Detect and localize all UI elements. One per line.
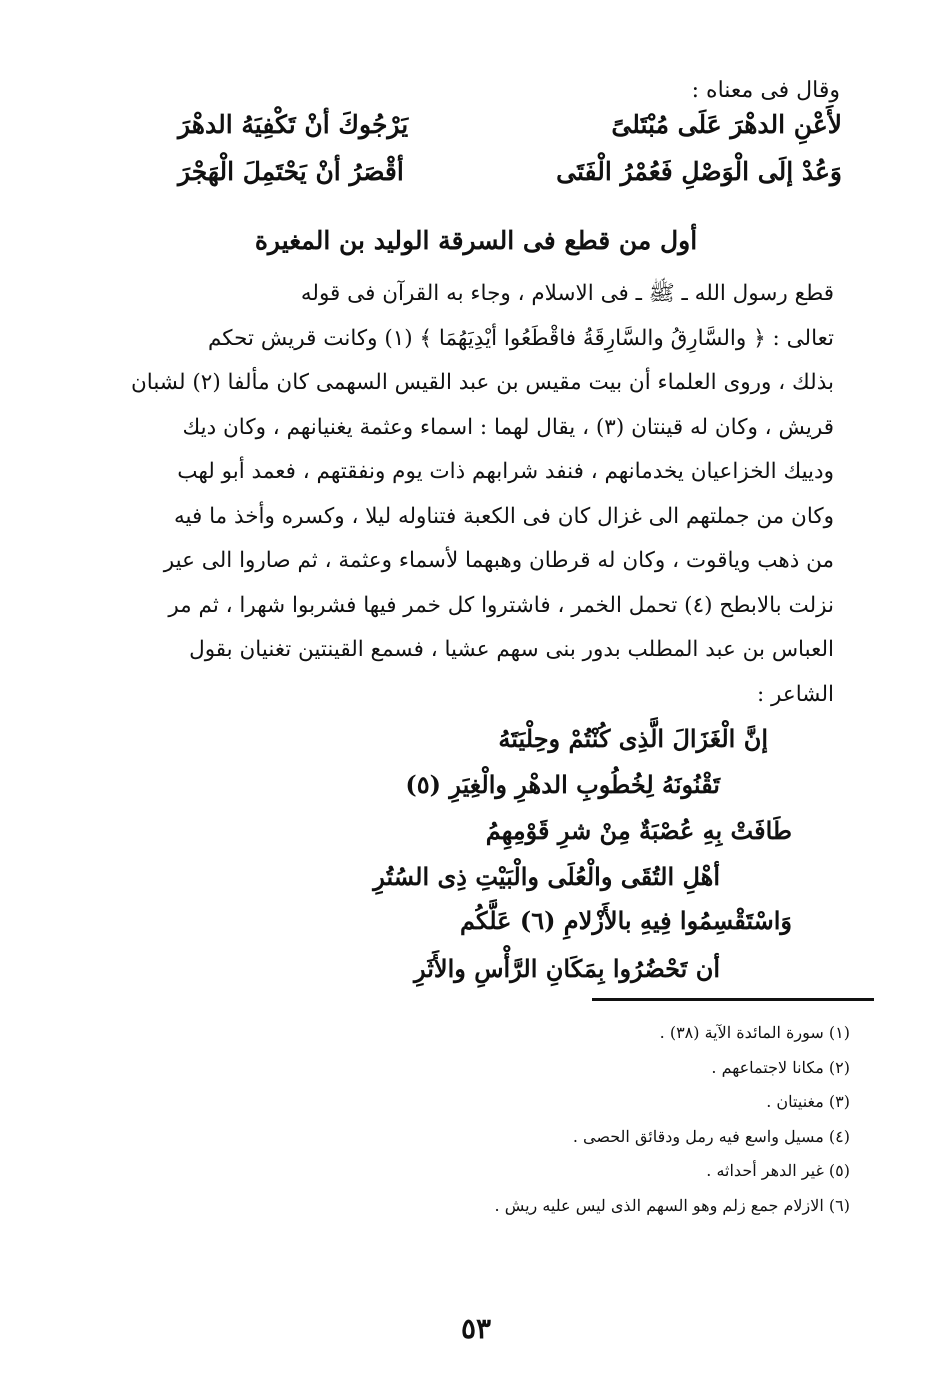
verse-hemistich: يَرْجُوكَ أنْ تَكْفِيَهُ الدهْرَ	[178, 110, 409, 139]
section-heading: أول من قطع فى السرقة الوليد بن المغيرة	[254, 226, 698, 255]
footnote: (٤) مسيل واسع فيه رمل ودقائق الحصى .	[572, 1126, 850, 1146]
poem-line: أهْلِ التُقَى والْعُلَى والْبَيْتِ ذِى السُتُرِ	[373, 862, 720, 891]
poem-line: طَافَتْ بِهِ عُصْبَةٌ مِنْ شرِ قَوْمِهِمُ	[485, 816, 792, 845]
poem-line: إنَّ الْغَزَالَ الَّذِى كُنْتُمْ وحِلْيَتَهُ	[498, 724, 768, 753]
body-text	[114, 272, 834, 717]
prose-line: من ذهب وياقوت ، وكان له قرطان وهبهما لأسماء وعثمة ، ثم صاروا الى عير	[163, 548, 834, 573]
footnote: (٥) غير الدهر أحداثه .	[706, 1161, 850, 1180]
prose-line: قطع رسول الله ـ ﷺ ـ فى الاسلام ، وجاء به القرآن فى قوله	[300, 281, 834, 306]
prose-line: نزلت بالابطح (٤) تحمل الخمر ، فاشتروا كل خمر فيها فشربوا شهرا ، ثم مر	[168, 592, 834, 618]
footnotes	[495, 1016, 850, 1223]
poem-line: أن تَحْضُرُوا بِمَكَانِ الرَّأْسِ والأَثَرِ	[414, 954, 720, 983]
prose-line: وكان من جملتهم الى غزال كان فى الكعبة فتناوله ليلا ، وكسره وأخذ ما فيه	[173, 503, 834, 529]
verse-hemistich: وَعُدْ إلَى الْوَصْلِ فَعُمْرُ الْفَتَى	[556, 157, 842, 186]
prose-line: العباس بن عبد المطلب بدور بنى سهم عشيا ، فسمع القينتين تغنيان بقول	[189, 637, 834, 662]
footnote: (٣) مغنيتان .	[766, 1092, 850, 1111]
prose-line: تعالى : ﴿ والسَّارِقُ والسَّارِقَةُ فاقْطَعُوا أيْدِيَهُمَا ﴾ (١) وكانت قريش تحكم	[207, 325, 834, 351]
page-number: ٥٣	[460, 1312, 492, 1345]
poem-line: تَقْنُونَهُ لِخُطُوبِ الدهْرِ والْغِيَرِ (٥)	[405, 770, 720, 799]
prose-line: ودييك الخزاعيان يخدمانهم ، فنفد شرابهم ذات يوم ونفقتهم ، فعمد أبو لهب	[177, 459, 834, 484]
prose-line: الشاعر :	[756, 681, 834, 707]
footnote-separator	[592, 998, 874, 1001]
prose-line: بذلك ، وروى العلماء أن بيت مقيس بن عبد القيس السهمى كان مألفا (٢) لشبان	[130, 370, 834, 395]
footnote: (٦) الازلام جمع زلم وهو السهم الذى ليس عليه ريش .	[494, 1195, 850, 1215]
verse-line-1	[178, 110, 842, 152]
verse-hemistich: أقْصَرُ أنْ يَحْتَمِلَ الْهَجْرَ	[178, 157, 404, 186]
footnote: (١) سورة المائدة الآية (٣٨) .	[659, 1023, 850, 1042]
verse-hemistich: لأَعْنِ الدهْرَ عَلَى مُبْتَلىً	[611, 110, 842, 139]
intro-line: وقال فى معناه :	[691, 78, 840, 103]
footnote: (٢) مكانا لاجتماعهم .	[711, 1057, 850, 1077]
verse-line-2	[178, 157, 842, 199]
prose-line: قريش ، وكان له قينتان (٣) ، يقال لهما : اسماء وعثمة يغنيانهم ، وكان ديك	[182, 414, 834, 440]
poem-line: وَاسْتَقْسِمُوا فِيهِ بالأَزْلامِ (٦) عَلَّكُم	[459, 906, 792, 935]
